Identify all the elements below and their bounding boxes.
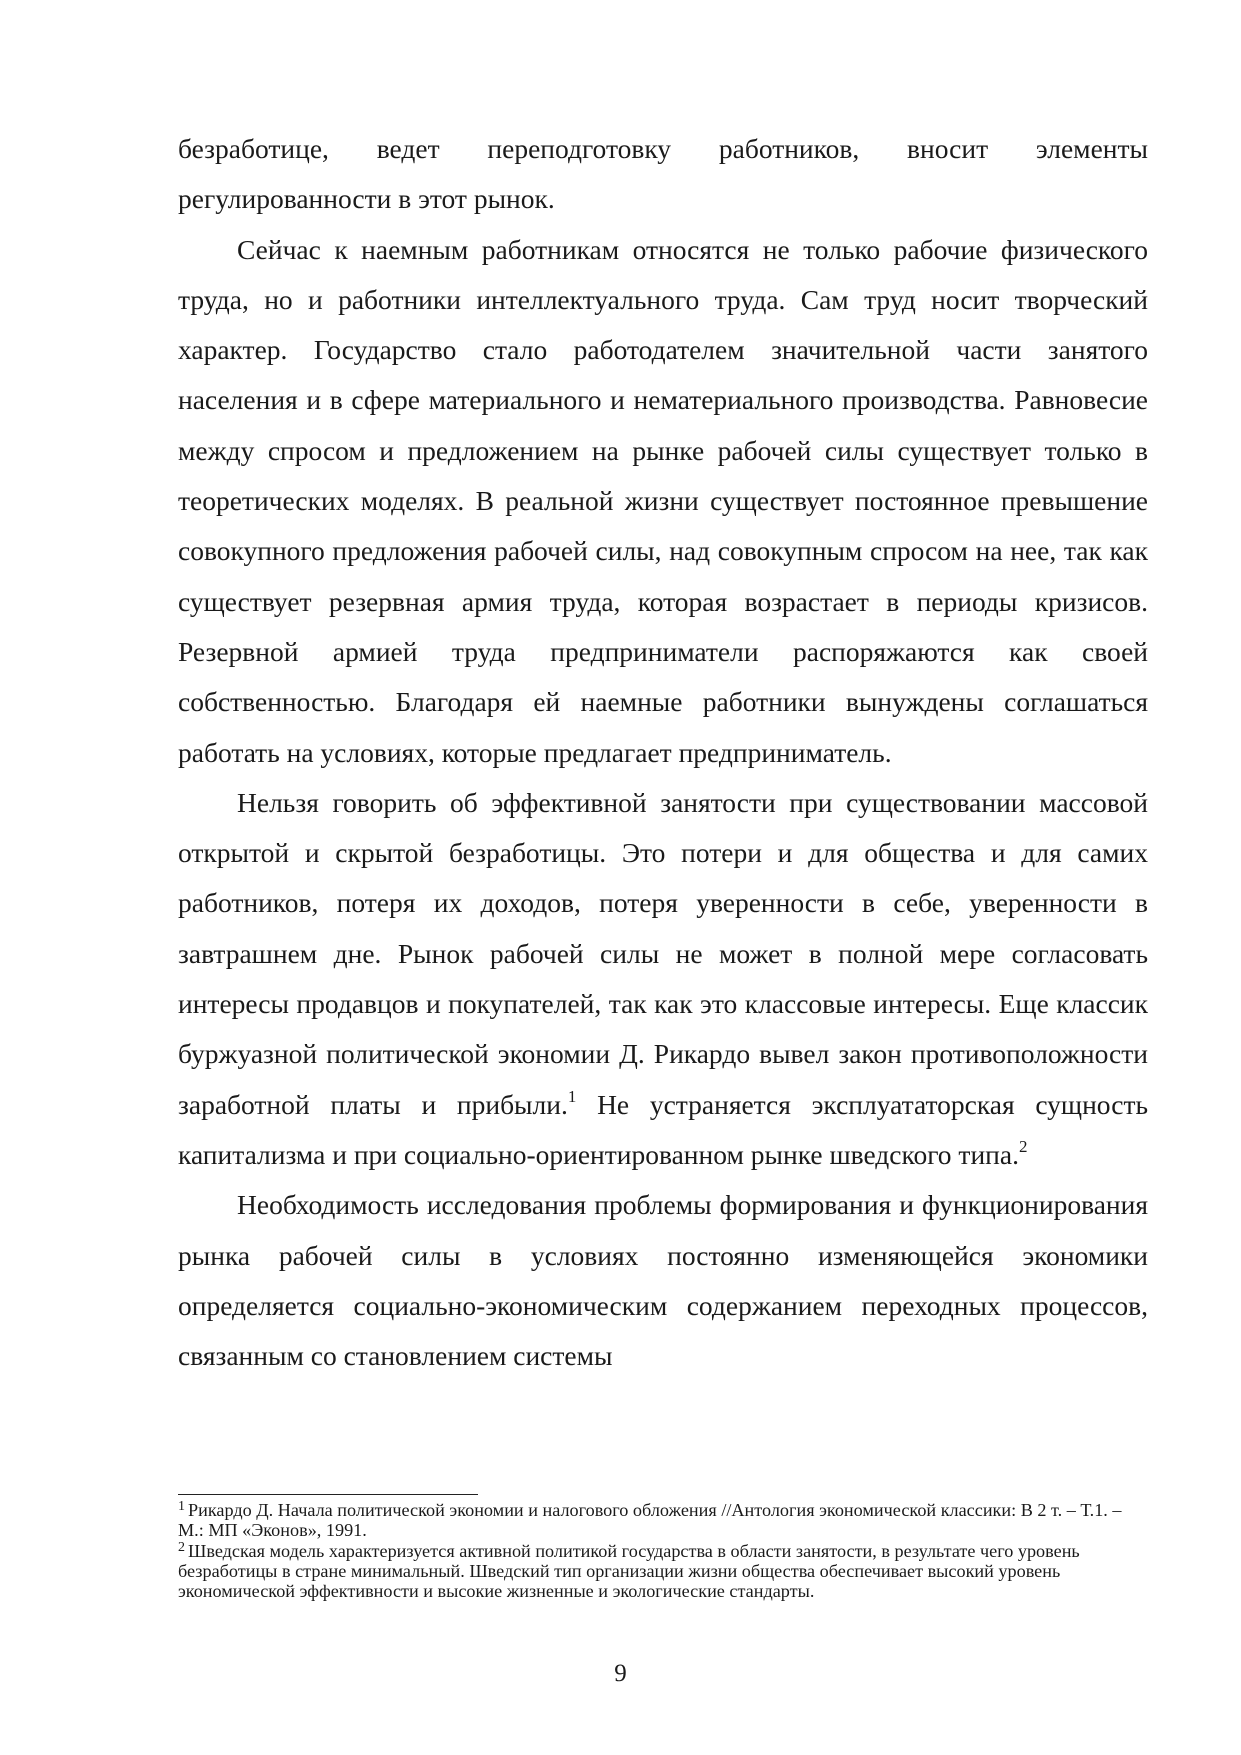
footnotes bbox=[178, 1500, 1148, 1601]
footnote-mark-1: 1 bbox=[178, 1499, 185, 1514]
footnote-2 bbox=[178, 1541, 1148, 1602]
paragraph-1: безработице, ведет переподготовку работников, вносит элементы регулированности в этот рынок. bbox=[178, 133, 1148, 215]
footnote-ref-2[interactable]: 2 bbox=[1018, 1136, 1028, 1156]
footnote-1 bbox=[178, 1500, 1148, 1541]
page-number: 9 bbox=[614, 1660, 627, 1687]
body-text bbox=[178, 124, 1148, 1381]
paragraph-2: Сейчас к наемным работникам относятся не только рабочие физического труда, но и работники интеллектуального труда. Сам труд носит творческий характер. Государство стало работодателем значительной части занятого населения и в сфере материального и нематериального производства. Равновесие между спросом и предложением на рынке рабочей силы существует только в теоретических моделях. В реальной жизни существует постоянное превышение совокупного предложения рабочей силы, над совокупным спросом на нее, так как существует резервная армия труда, которая возрастает в периоды кризисов. Резервной армией труда предприниматели распоряжаются как своей собственностью. Благодаря ей наемные работники вынуждены соглашаться работать на условиях, которые предлагает предприниматель. bbox=[178, 233, 1148, 768]
paragraph-3-part-a: Нельзя говорить об эффективной занятости при существовании массовой открытой и скрытой безработицы. Это потери и для общества и для самих работников, потеря их доходов, потеря уверенности в себе, уверенности в завтрашнем дне. Рынок рабочей силы не может в полной мере согласовать интересы продавцов и покупателей, так как это классовые интересы. Еще классик буржуазной политической экономии Д. Рикардо вывел закон противоположности заработной платы и прибыли. bbox=[178, 786, 1148, 1120]
footnote-ref-1[interactable]: 1 bbox=[567, 1086, 577, 1106]
paragraph-3 bbox=[178, 778, 1148, 1180]
footnote-separator bbox=[178, 1494, 478, 1495]
paragraph-3-part-b: Не устраняется эксплуататорская сущность капитализма и при социально-ориентированном рынке шведского типа. bbox=[178, 1088, 1149, 1170]
footnote-2-text: Шведская модель характеризуется активной политикой государства в области занятости, в результате чего уровень безработицы в стране минимальный. Шведский тип организации жизни общества обеспечивает высокий уровень экономической эффективности и высокие жизненные и экологические стандарты. bbox=[178, 1540, 1080, 1602]
paragraph-4: Необходимость исследования проблемы формирования и функционирования рынка рабочей силы в условиях постоянно изменяющейся экономики определяется социально-экономическим содержанием переходных процессов, связанным со становлением системы bbox=[178, 1189, 1148, 1372]
footnote-mark-2: 2 bbox=[178, 1539, 185, 1555]
footnote-1-text: Рикардо Д. Начала политической экономии и налогового обложения //Антология экономической классики: В 2 т. – Т.1. – М.: МП «Эконов», 1991. bbox=[178, 1500, 1122, 1541]
